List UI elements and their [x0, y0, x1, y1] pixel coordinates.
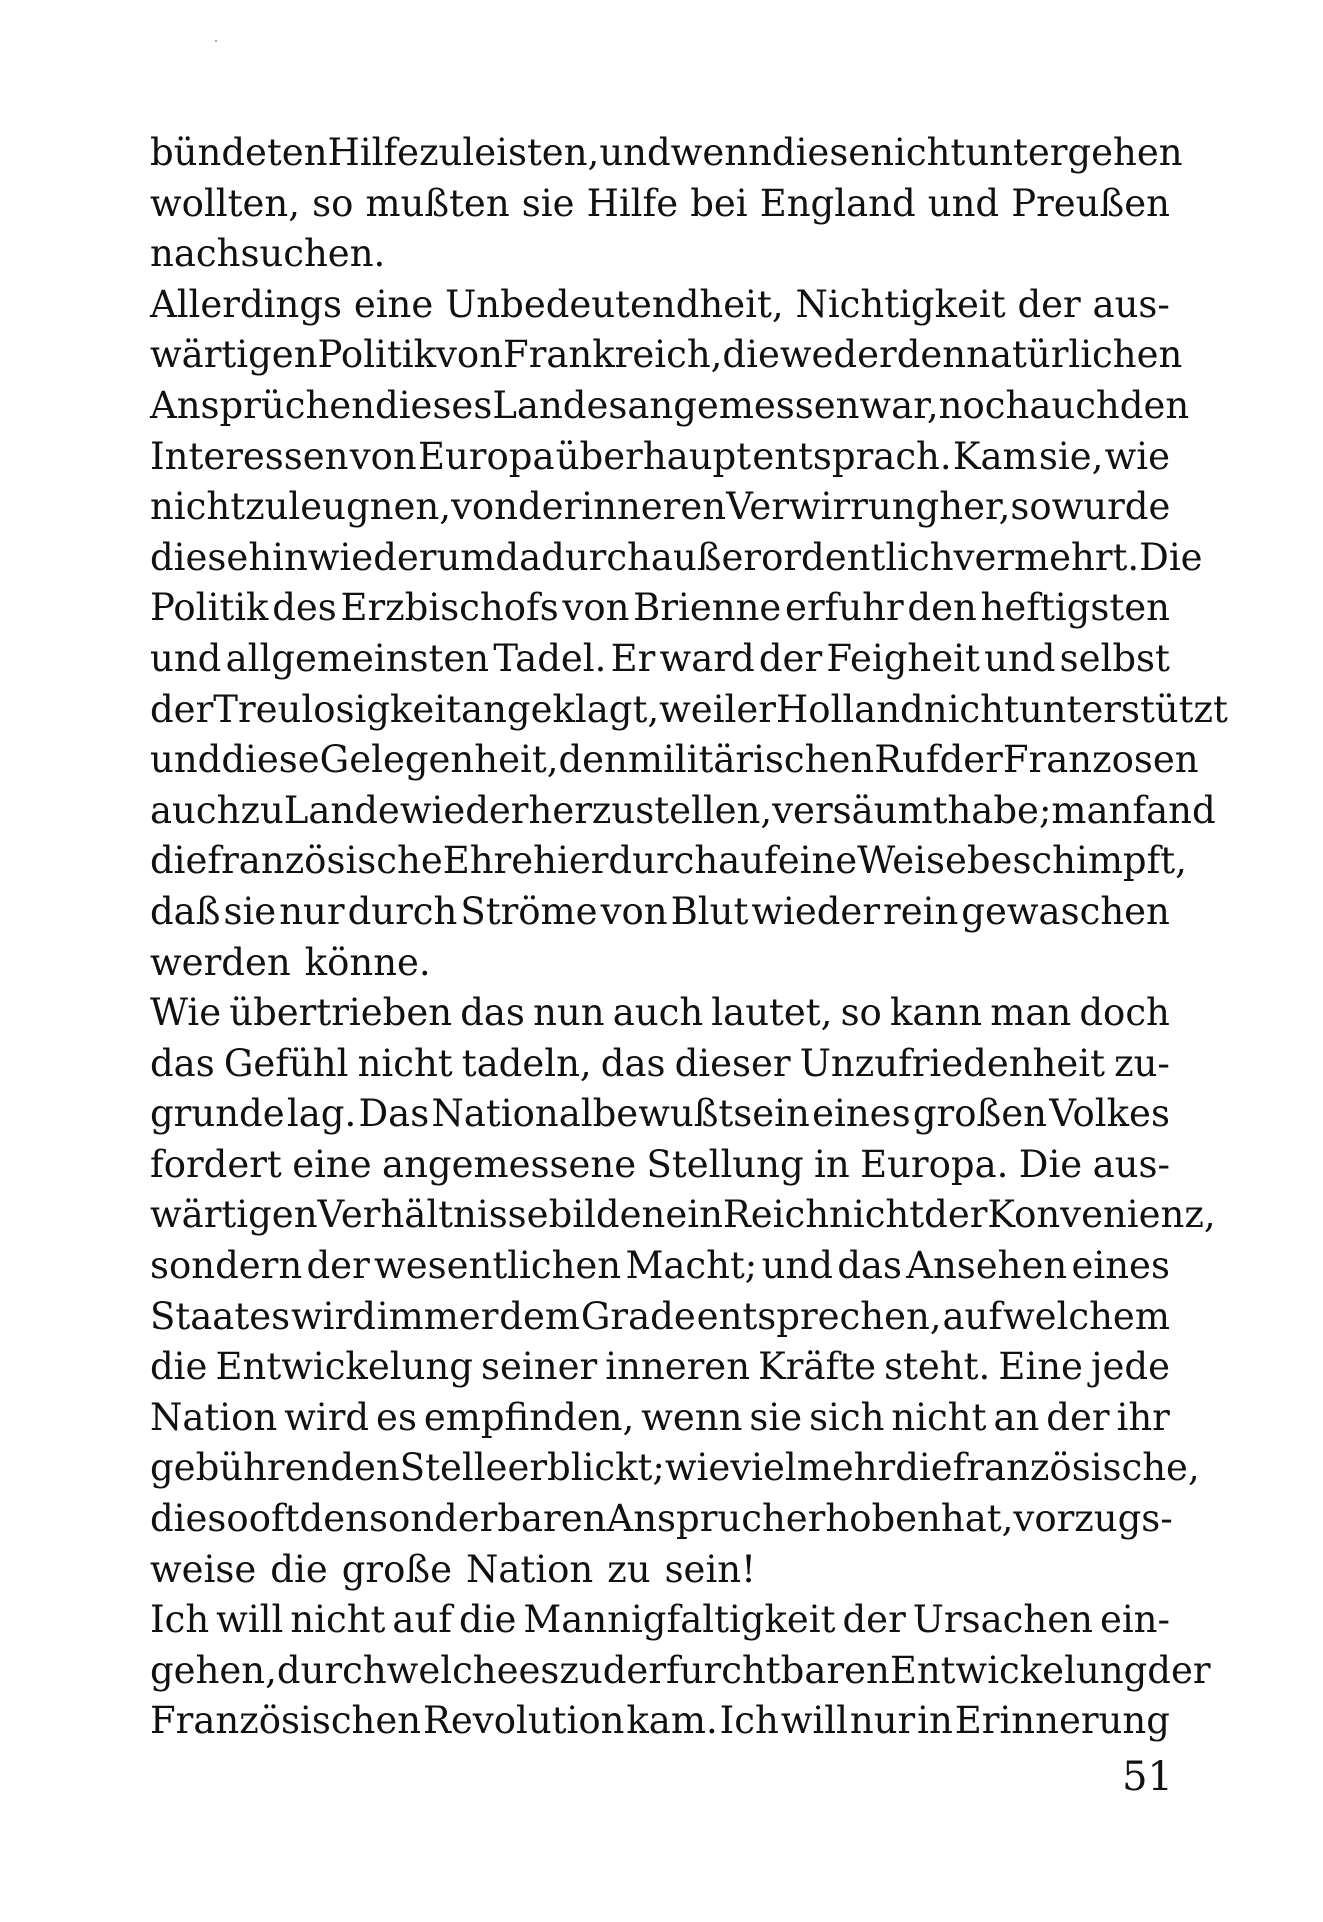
word: hinwiederum [248, 535, 496, 579]
word: zu- [1114, 1041, 1170, 1085]
word: Weise [857, 839, 967, 883]
word: in [814, 1142, 850, 1186]
text-line [150, 836, 1187, 887]
word: weder [779, 333, 897, 377]
word: sie [749, 1395, 803, 1439]
word: den [558, 738, 628, 782]
word: diese [150, 535, 249, 579]
word: Gelegenheit, [319, 738, 559, 782]
word: will [780, 1699, 848, 1743]
word: zu [245, 485, 289, 529]
word: nun [533, 991, 605, 1035]
text-line [150, 482, 1170, 533]
word: bündeten [150, 131, 328, 174]
word: Hilfe [327, 131, 420, 174]
word: den [1119, 383, 1190, 427]
word: von [349, 434, 417, 478]
word: hat, [940, 1497, 1014, 1541]
word: der [306, 1244, 370, 1288]
word: habe; [947, 788, 1052, 832]
word: viel [730, 1446, 797, 1490]
word: Entwickelung [215, 1345, 473, 1389]
word: und [761, 1244, 833, 1288]
word: wiederherzustellen, [399, 788, 773, 832]
word: Die [1018, 1142, 1083, 1186]
word: der [758, 636, 823, 680]
word: England [759, 181, 916, 225]
word: sonderbaren [368, 1497, 607, 1541]
word: Das [358, 1092, 430, 1136]
text-line [150, 1393, 1170, 1444]
word: Ruf [874, 738, 940, 782]
word: erhoben [785, 1497, 941, 1541]
word: sein! [664, 1547, 756, 1591]
word: leugnen, [288, 485, 451, 529]
word: inneren [605, 1345, 751, 1389]
word: dieser [674, 1041, 791, 1085]
text-line [150, 280, 1170, 331]
word: angemessen [627, 383, 860, 427]
word: es [376, 1395, 417, 1439]
word: Brienne [633, 586, 782, 630]
word: heftigsten [980, 586, 1170, 630]
word: es [518, 1648, 560, 1692]
word: der [842, 1598, 906, 1642]
word: rein [883, 889, 959, 933]
word: Die [1139, 535, 1203, 579]
text-line [150, 1140, 1170, 1191]
word: Anspruch [606, 1497, 786, 1541]
text-line [150, 1292, 1170, 1343]
word: auf [392, 1598, 452, 1642]
word: vermehrt. [953, 535, 1140, 579]
word: so [840, 991, 882, 1035]
word: Verhältnisse [317, 1193, 549, 1237]
word: erblickt; [507, 1446, 665, 1490]
word: und [927, 181, 1000, 225]
body-text [150, 128, 1228, 1747]
word: nicht [891, 1395, 987, 1439]
word: weil [659, 687, 737, 731]
text-line [150, 583, 1170, 634]
word: französische, [952, 1446, 1200, 1490]
word: Tadel. [493, 636, 607, 680]
word: könne. [304, 940, 431, 984]
word: Feigheit [826, 636, 980, 680]
word: Lande [283, 788, 400, 832]
word: empfinden, [423, 1395, 635, 1439]
word: sich [809, 1395, 885, 1439]
word: lautet, [711, 991, 833, 1035]
word: ihr [1116, 1395, 1170, 1439]
word: Er [610, 636, 656, 680]
word: Europa. [860, 1142, 1009, 1186]
word: das [150, 1041, 215, 1085]
text-line [150, 887, 1170, 938]
word: an [993, 1395, 1040, 1439]
word: Nation [150, 1395, 278, 1439]
word: steht. [884, 1345, 991, 1389]
word: der [602, 1648, 667, 1692]
word: Nationalbewußtsein [431, 1092, 810, 1136]
word: fand [1132, 788, 1216, 832]
word: nicht [870, 131, 966, 174]
word: der [1017, 282, 1081, 326]
text-line [150, 533, 1203, 584]
word: man [990, 991, 1072, 1035]
word: wird [284, 1395, 370, 1439]
text-line [150, 1342, 1170, 1393]
word: wenn [641, 1395, 743, 1439]
word: und [150, 636, 222, 680]
word: Nichtigkeit [795, 282, 1006, 326]
word: von [562, 586, 630, 630]
word: durch [276, 1648, 387, 1692]
word: Blut [670, 889, 749, 933]
word: Ansehen [906, 1244, 1068, 1288]
word: wesentlichen [374, 1244, 622, 1288]
word: gehen, [150, 1648, 277, 1692]
word: auch [612, 991, 704, 1035]
word: aus- [1092, 282, 1170, 326]
word: mehr [796, 1446, 896, 1490]
word: doch [1079, 991, 1170, 1035]
word: auch [1029, 383, 1120, 427]
word: Ehre [442, 839, 534, 883]
word: Ich [719, 1699, 779, 1743]
word: den [896, 333, 967, 377]
word: her, [939, 485, 1011, 529]
word: Reich [722, 1193, 830, 1237]
text-line [150, 1545, 1170, 1596]
text-line [150, 1595, 1170, 1646]
word: so [1010, 485, 1052, 529]
word: welchem [1002, 1294, 1170, 1338]
word: gebührenden [150, 1446, 400, 1490]
word: Politik [317, 333, 436, 377]
text-line [150, 330, 1183, 381]
word: weise [150, 1547, 257, 1591]
word: Stellung [646, 1142, 804, 1186]
word: vorzugs- [1013, 1497, 1173, 1541]
word: Konvenienz, [987, 1193, 1216, 1237]
word: in [917, 1699, 953, 1743]
text-line [150, 735, 1199, 786]
word: die [722, 333, 780, 377]
word: nicht [829, 1193, 925, 1237]
word: Nation [465, 1547, 594, 1591]
word: die [895, 1446, 953, 1490]
word: sie [223, 889, 277, 933]
word: so [312, 181, 354, 225]
word: beschimpft, [966, 839, 1187, 883]
word: zu [419, 131, 463, 174]
word: nicht [150, 485, 246, 529]
word: auf [718, 839, 778, 883]
word: Ursachen [912, 1598, 1093, 1642]
word: Erinnerung [954, 1699, 1170, 1743]
word: hierdurch [533, 839, 719, 883]
word: außerordentlich [650, 535, 954, 579]
word: ein [665, 1193, 723, 1237]
word: Ströme [460, 889, 598, 933]
text-line [150, 1089, 1170, 1140]
text-line [150, 634, 1170, 685]
word: überhaupt [555, 434, 752, 478]
word: entsprechen, [696, 1294, 942, 1338]
word: der [1147, 1648, 1211, 1692]
word: nicht [290, 1598, 386, 1642]
word: inneren [581, 485, 727, 529]
word: wärtigen [150, 333, 318, 377]
word: Frankreich, [503, 333, 723, 377]
word: Staates [150, 1294, 291, 1338]
word: natürlichen [966, 333, 1183, 377]
word: Französischen [150, 1699, 422, 1743]
word: lag. [286, 1092, 357, 1136]
word: die [270, 1547, 328, 1591]
word: den [907, 586, 977, 630]
word: welche [386, 1648, 519, 1692]
word: und [150, 738, 222, 782]
word: diese [771, 131, 871, 174]
text-line [150, 229, 1170, 280]
word: Franzosen [1002, 738, 1199, 782]
word: großen [912, 1092, 1047, 1136]
word: die [150, 839, 208, 883]
word: Volkes [1049, 1092, 1170, 1136]
text-line [150, 128, 1183, 179]
word: eine [292, 1142, 372, 1186]
word: eine [353, 282, 434, 326]
word: die [458, 1598, 517, 1642]
word: nicht [357, 1041, 453, 1085]
word: nur [849, 1699, 916, 1743]
word: Ich [150, 1598, 210, 1642]
text-line [150, 1190, 1216, 1241]
word: nicht [923, 687, 1019, 731]
text-line [150, 381, 1190, 432]
word: mußten [365, 181, 510, 225]
word: leisten, [462, 131, 600, 174]
word: und [984, 636, 1056, 680]
word: diese [221, 738, 320, 782]
word: Wie [150, 991, 222, 1035]
text-line [150, 1443, 1200, 1494]
text-line [150, 685, 1228, 736]
word: von [450, 485, 518, 529]
word: immer [376, 1294, 499, 1338]
word: furchtbaren [666, 1648, 890, 1692]
text-line [150, 1646, 1211, 1697]
word: die [150, 1497, 208, 1541]
word: dem [499, 1294, 580, 1338]
text-line [150, 432, 1170, 483]
word: angeklagt, [461, 687, 660, 731]
paper-speck [215, 40, 217, 42]
word: des [272, 586, 337, 630]
word: das [837, 1244, 902, 1288]
word: grunde [150, 1092, 285, 1136]
word: werden [150, 940, 291, 984]
word: gewaschen [961, 889, 1170, 933]
word: wird [291, 1294, 376, 1338]
word: dieses [375, 383, 493, 427]
word: ward [659, 636, 755, 680]
word: ein- [1099, 1598, 1170, 1642]
word: wie [664, 1446, 731, 1490]
word: den [299, 1497, 369, 1541]
word: eines [1071, 1244, 1170, 1288]
word: Politik [150, 586, 269, 630]
word: allgemeinsten [225, 636, 490, 680]
word: das [600, 1041, 666, 1085]
word: von [600, 889, 668, 933]
text-line [150, 1039, 1170, 1090]
word: auf [942, 1294, 1003, 1338]
word: Preußen [1011, 181, 1170, 225]
word: Kam [952, 434, 1038, 478]
word: der [924, 1193, 988, 1237]
word: zu [240, 788, 284, 832]
word: daß [150, 889, 221, 933]
word: man [1051, 788, 1133, 832]
word: erfuhr [785, 586, 904, 630]
word: entsprach. [752, 434, 952, 478]
word: Allerdings [150, 282, 342, 326]
word: Revolution [423, 1699, 625, 1743]
word: wurde [1051, 485, 1171, 529]
text-line [150, 1494, 1173, 1545]
word: Kräfte [758, 1345, 876, 1389]
word: durch [347, 889, 458, 933]
word: Interessen [150, 434, 349, 478]
word: eines [812, 1092, 911, 1136]
word: tadeln, [461, 1041, 592, 1085]
word: bei [690, 181, 748, 225]
word: militärischen [627, 738, 875, 782]
word: seiner [481, 1345, 598, 1389]
word: war, [859, 383, 939, 427]
word: angemessene [382, 1142, 637, 1186]
page-number: 51 [1122, 1754, 1173, 1800]
word: das [460, 991, 525, 1035]
word: Unzufriedenheit [799, 1041, 1105, 1085]
word: jede [1091, 1345, 1170, 1389]
word: noch [938, 383, 1030, 427]
word: wärtigen [150, 1193, 318, 1237]
word: nur [279, 889, 345, 933]
word: Mannigfaltigkeit [523, 1598, 836, 1642]
word: der [939, 738, 1003, 782]
word: übertrieben [229, 991, 453, 1035]
word: Gefühl [223, 1041, 349, 1085]
word: Eine [998, 1345, 1083, 1389]
word: will [216, 1598, 284, 1642]
word: Stelle [399, 1446, 508, 1490]
word: unterstützt [1018, 687, 1228, 731]
text-line [150, 786, 1216, 837]
word: Unbedeutendheit, [445, 282, 784, 326]
word: nachsuchen. [150, 232, 386, 276]
word: kann [889, 991, 983, 1035]
word: er [736, 687, 776, 731]
word: wieder [751, 889, 881, 933]
word: sondern [150, 1244, 303, 1288]
word: Ansprüchen [150, 383, 376, 427]
word: eine [777, 839, 858, 883]
word: zu [559, 1648, 603, 1692]
text-line [150, 938, 1170, 989]
word: bilden [548, 1193, 666, 1237]
word: Entwickelung [889, 1648, 1148, 1692]
word: selbst [1059, 636, 1170, 680]
word: von [436, 333, 504, 377]
word: Erzbischofs [340, 586, 559, 630]
word: Hilfe [586, 181, 679, 225]
word: und [599, 131, 671, 174]
word: oft [248, 1497, 300, 1541]
word: der [518, 485, 582, 529]
word: französische [207, 839, 443, 883]
word: Grade [580, 1294, 696, 1338]
text-line [150, 1241, 1170, 1292]
text-line [150, 179, 1170, 230]
word: sie [521, 181, 575, 225]
word: wenn [670, 131, 772, 174]
word: Holland [775, 687, 924, 731]
word: so [207, 1497, 249, 1541]
word: aus- [1092, 1142, 1170, 1186]
word: zu [607, 1547, 651, 1591]
word: der [1046, 1395, 1110, 1439]
word: auch [150, 788, 241, 832]
word: dadurch [495, 535, 651, 579]
word: der [150, 687, 214, 731]
word: Europa [417, 434, 555, 478]
word: wie [1104, 434, 1170, 478]
word: Macht; [625, 1244, 758, 1288]
word: wollten, [150, 181, 300, 225]
text-line [150, 988, 1170, 1039]
word: Treulosigkeit [213, 687, 462, 731]
word: kam. [626, 1699, 718, 1743]
word: die [150, 1345, 208, 1389]
word: Verwirrung [726, 485, 940, 529]
word: fordert [150, 1142, 282, 1186]
word: versäumt [772, 788, 948, 832]
word: untergehen [965, 131, 1183, 174]
text-line [150, 1696, 1170, 1747]
word: große [341, 1547, 452, 1591]
word: Landes [492, 383, 628, 427]
word: sie, [1038, 434, 1104, 478]
